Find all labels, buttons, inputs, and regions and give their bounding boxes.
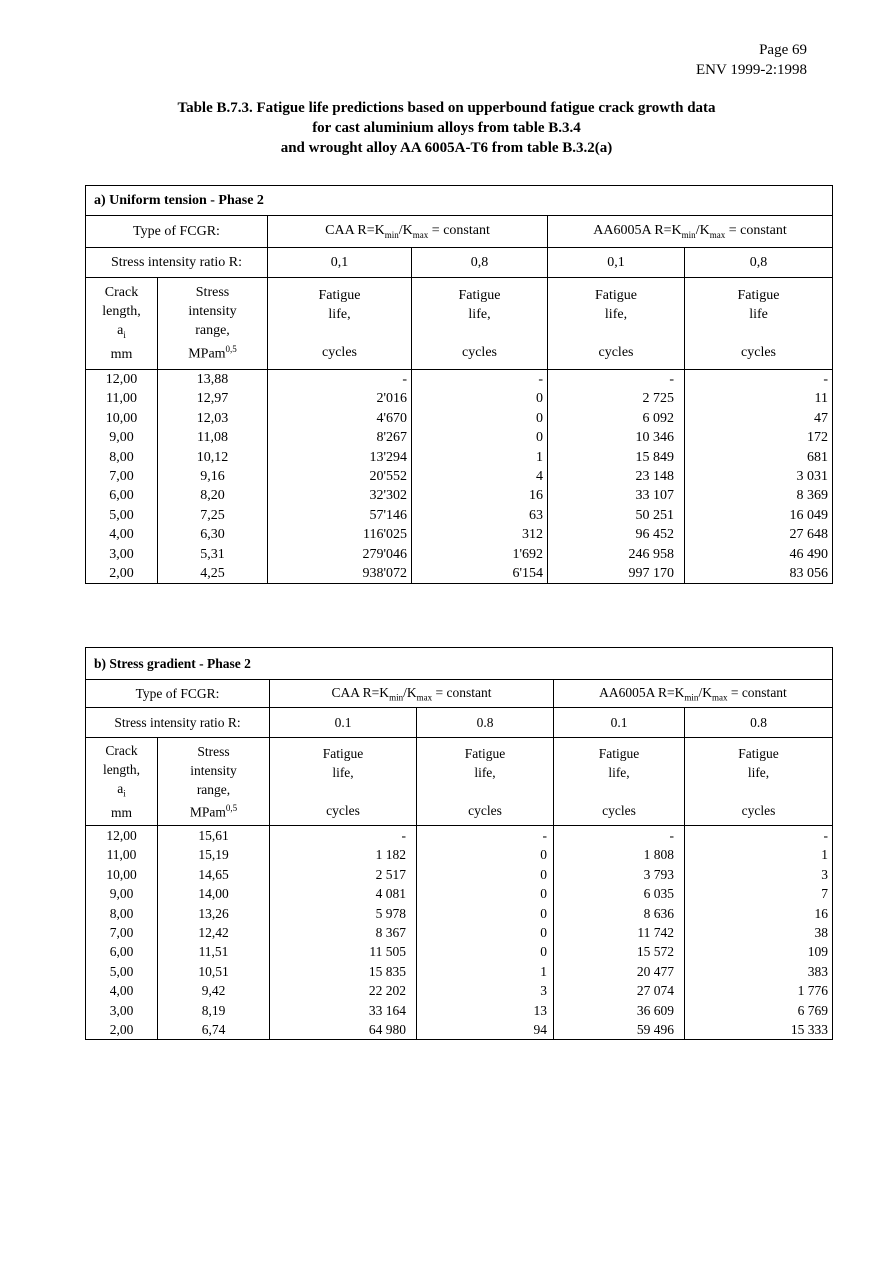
table-cell-value: 64 980 [368, 1022, 406, 1038]
table-cell-value: 312 [522, 527, 543, 543]
table-cell-value: 7 [821, 886, 828, 902]
table-cell-value: 938'072 [362, 566, 407, 582]
table-cell-value: 3,00 [109, 546, 134, 562]
table-cell-value: 3 [540, 983, 547, 999]
table-cell-value: 4 [536, 469, 543, 485]
ratio-aa-2: 0.8 [685, 708, 833, 738]
table-cell-value: 681 [807, 449, 829, 465]
stress-range-column [158, 826, 270, 1040]
aa6005a-group-header: AA6005A $R=K_{min}/K_{max}$ = constant [548, 216, 833, 248]
table-cell-value: 8,20 [200, 488, 225, 504]
crack-length-column [86, 370, 158, 584]
table-a-caption: a) Uniform tension - Phase 2 [86, 186, 833, 216]
table-cell-value: 15,61 [198, 828, 229, 843]
table-cell-value: 4'670 [376, 410, 407, 426]
table-cell-value: 32'302 [369, 488, 407, 504]
stress-range-column [158, 370, 268, 584]
table-cell-value: 5,00 [109, 507, 134, 523]
table-cell-value: 1 [821, 847, 828, 863]
table-cell-value: 15 849 [635, 449, 674, 465]
title-line-2: for cast aluminium alloys from table B.3.4 [312, 120, 581, 136]
table-cell-value: 10,51 [198, 963, 229, 979]
table-cell-value: 50 251 [635, 507, 674, 523]
table-cell-value: 4 081 [375, 886, 406, 902]
type-of-fcgr-label: Type of FCGR: [86, 680, 270, 708]
table-cell-value: 2,00 [109, 566, 134, 582]
life-header-aa-2: Fatigue life cycles [685, 278, 833, 370]
table-cell-value: 8,00 [109, 905, 134, 921]
table-cell-value: 5 978 [375, 905, 406, 921]
table-cell-value: 5,00 [109, 963, 134, 979]
table-cell-value: 8 636 [643, 905, 674, 921]
table-cell-value: 6'154 [512, 566, 543, 582]
table-cell-value: 6,30 [200, 527, 225, 543]
table-cell-value: 6,74 [201, 1022, 226, 1038]
table-cell-value: 4,00 [109, 527, 134, 543]
caa-group-header: CAA $R=K_{min}/K_{max}$ = constant [270, 680, 554, 708]
table-cell-value: 0 [540, 905, 547, 921]
table-cell-value: 6 035 [643, 886, 674, 902]
table-cell-value: - [823, 828, 828, 843]
table-cell-value: 2 517 [375, 866, 406, 882]
table-cell-value: 16 [529, 488, 543, 504]
table-cell-value: 59 496 [636, 1022, 674, 1038]
table-cell-value: 22 202 [368, 983, 406, 999]
table-cell-value: 109 [807, 944, 828, 960]
table-cell-value: 4,00 [109, 983, 134, 999]
table-cell-value: 8,19 [201, 1002, 226, 1018]
table-cell-value: 96 452 [635, 527, 674, 543]
table-cell-value: 16 049 [789, 507, 829, 523]
stress-gradient-table [85, 647, 833, 1040]
table-cell-value: 23 148 [635, 469, 674, 485]
stress-intensity-header: Stress intensity range, MPam$^{0,5}$ [158, 278, 268, 370]
table-cell-value: 47 [814, 410, 829, 426]
ratio-aa-1: 0,1 [548, 248, 685, 278]
ratio-caa-1: 0,1 [268, 248, 412, 278]
table-cell-value: 6,00 [109, 944, 134, 960]
table-cell-value: 6 769 [797, 1002, 828, 1018]
table-cell-value: 279'046 [362, 546, 407, 562]
table-cell-value: - [823, 372, 829, 387]
table-cell-value: 6 092 [642, 410, 674, 426]
table-cell-value: 2'016 [376, 391, 407, 407]
table-cell-value: 4,25 [200, 566, 225, 582]
caa-group-header: CAA $R=K_{min}/K_{max}$ = constant [268, 216, 548, 248]
table-cell-value: 1 808 [643, 847, 674, 863]
table-cell-value: 14,65 [198, 866, 229, 882]
table-cell-value: 11,00 [106, 847, 137, 863]
table-cell-value: 997 170 [628, 566, 674, 582]
table-cell-value: 27 648 [789, 527, 829, 543]
table-cell-value: - [669, 372, 674, 387]
caa-r08-life-column [412, 370, 548, 584]
table-cell-value: 7,25 [200, 507, 225, 523]
ratio-aa-1: 0.1 [554, 708, 685, 738]
table-cell-value: 8 367 [375, 925, 406, 941]
table-cell-value: 33 164 [368, 1002, 406, 1018]
table-cell-value: 8,00 [109, 449, 134, 465]
table-cell-value: 0 [540, 925, 547, 941]
ratio-caa-2: 0.8 [417, 708, 554, 738]
table-cell-value: 57'146 [369, 507, 407, 523]
aa-r08-life-column [685, 370, 833, 584]
table-cell-value: 1 182 [375, 847, 406, 863]
table-cell-value: 11,08 [197, 430, 228, 446]
table-cell-value: 20 477 [636, 963, 674, 979]
aa6005a-group-header: AA6005A $R=K_{min}/K_{max}$ = constant [554, 680, 833, 708]
crack-length-header: Crack length, $a_i$ mm [86, 738, 158, 826]
crack-length-header: Crack length, $a_i$ mm [86, 278, 158, 370]
type-of-fcgr-label: Type of FCGR: [86, 216, 268, 248]
table-cell-value: 9,16 [200, 469, 225, 485]
table-cell-value: 6,00 [109, 488, 134, 504]
table-title [0, 98, 893, 158]
stress-ratio-label: Stress intensity ratio R: [86, 708, 270, 738]
table-cell-value: 15,19 [198, 847, 229, 863]
table-cell-value: - [669, 828, 674, 843]
crack-length-column [86, 826, 158, 1040]
title-line-1: Table B.7.3. Fatigue life predictions based on upperbound fatigue crack growth data [177, 100, 716, 116]
table-cell-value: 13'294 [369, 449, 407, 465]
table-cell-value: 0 [540, 847, 547, 863]
page-number: Page 69 [759, 42, 807, 58]
table-cell-value: 3 793 [643, 866, 674, 882]
table-cell-value: 9,00 [109, 886, 134, 902]
table-cell-value: 10,00 [105, 410, 138, 426]
life-header-aa-2: Fatigue life, cycles [685, 738, 833, 826]
stress-ratio-label: Stress intensity ratio R: [86, 248, 268, 278]
table-cell-value: 383 [807, 963, 828, 979]
table-cell-value: 16 [814, 905, 828, 921]
table-cell-value: 8'267 [376, 430, 407, 446]
table-cell-value: 8 369 [796, 488, 829, 504]
table-cell-value: 12,00 [105, 372, 138, 387]
table-cell-value: 1 [536, 449, 543, 465]
aa-r01-life-column [554, 826, 685, 1040]
ratio-caa-2: 0,8 [412, 248, 548, 278]
table-cell-value: 13,26 [198, 905, 229, 921]
table-cell-value: 83 056 [789, 566, 829, 582]
table-cell-value: 0 [540, 944, 547, 960]
table-cell-value: 0 [536, 430, 543, 446]
table-cell-value: 94 [533, 1022, 547, 1038]
table-cell-value: 172 [807, 430, 829, 446]
table-cell-value: 0 [540, 866, 547, 882]
table-cell-value: - [402, 372, 407, 387]
table-cell-value: 13 [533, 1002, 547, 1018]
title-line-3: and wrought alloy AA 6005A-T6 from table B.3.2(a) [280, 140, 613, 156]
table-cell-value: 1 [540, 963, 547, 979]
life-header-caa-2: Fatigue life, cycles [412, 278, 548, 370]
table-cell-value: 5,31 [200, 546, 225, 562]
aa-r08-life-column [685, 826, 833, 1040]
table-cell-value: 36 609 [636, 1002, 674, 1018]
table-cell-value: 20'552 [369, 469, 407, 485]
table-cell-value: 0 [536, 410, 543, 426]
table-cell-value: 27 074 [636, 983, 674, 999]
table-cell-value: 9,42 [201, 983, 226, 999]
table-cell-value: - [401, 828, 406, 843]
table-cell-value: 38 [814, 925, 828, 941]
table-cell-value: 12,42 [198, 925, 229, 941]
table-cell-value: 11 742 [637, 925, 674, 941]
uniform-tension-table [85, 185, 833, 584]
caa-r08-life-column [417, 826, 554, 1040]
caa-r01-life-column [270, 826, 417, 1040]
life-header-aa-1: Fatigue life, cycles [554, 738, 685, 826]
table-cell-value: 246 958 [628, 546, 674, 562]
table-cell-value: 7,00 [109, 925, 134, 941]
table-cell-value: 11,51 [198, 944, 229, 960]
table-cell-value: 2,00 [109, 1022, 134, 1038]
table-cell-value: 15 572 [636, 944, 674, 960]
table-cell-value: 13,88 [196, 372, 229, 387]
aa-r01-life-column [548, 370, 685, 584]
stress-intensity-header: Stress intensity range, MPam$^{0,5}$ [158, 738, 270, 826]
table-cell-value: 3 031 [796, 469, 829, 485]
caa-r01-life-column [268, 370, 412, 584]
life-header-caa-1: Fatigue life, cycles [268, 278, 412, 370]
life-header-aa-1: Fatigue life, cycles [548, 278, 685, 370]
table-cell-value: 10 346 [635, 430, 674, 446]
table-cell-value: 1 776 [797, 983, 828, 999]
table-cell-value: 33 107 [635, 488, 674, 504]
table-cell-value: 9,00 [109, 430, 134, 446]
ratio-aa-2: 0,8 [685, 248, 833, 278]
table-cell-value: 11 505 [369, 944, 406, 960]
table-cell-value: 116'025 [362, 527, 407, 543]
table-cell-value: 10,00 [106, 866, 137, 882]
table-cell-value: - [538, 372, 543, 387]
table-cell-value: 0 [536, 391, 543, 407]
table-cell-value: 15 333 [790, 1022, 828, 1038]
table-cell-value: 12,03 [196, 410, 229, 426]
table-cell-value: 14,00 [198, 886, 229, 902]
table-cell-value: 63 [529, 507, 543, 523]
life-header-caa-2: Fatigue life, cycles [417, 738, 554, 826]
table-cell-value: 3 [821, 866, 828, 882]
life-header-caa-1: Fatigue life, cycles [270, 738, 417, 826]
table-cell-value: 3,00 [109, 1002, 134, 1018]
table-cell-value: 2 725 [642, 391, 674, 407]
table-cell-value: 11,00 [106, 391, 137, 407]
table-b-caption: b) Stress gradient - Phase 2 [86, 648, 833, 680]
table-cell-value: 11 [814, 391, 829, 407]
standard-reference: ENV 1999-2:1998 [696, 62, 807, 78]
table-cell-value: 12,97 [196, 391, 229, 407]
table-cell-value: - [542, 828, 547, 843]
table-cell-value: 10,12 [196, 449, 229, 465]
table-cell-value: 15 835 [368, 963, 406, 979]
table-cell-value: 1'692 [512, 546, 543, 562]
table-cell-value: 46 490 [789, 546, 829, 562]
table-cell-value: 7,00 [109, 469, 134, 485]
table-cell-value: 12,00 [106, 828, 137, 843]
table-cell-value: 0 [540, 886, 547, 902]
ratio-caa-1: 0.1 [270, 708, 417, 738]
